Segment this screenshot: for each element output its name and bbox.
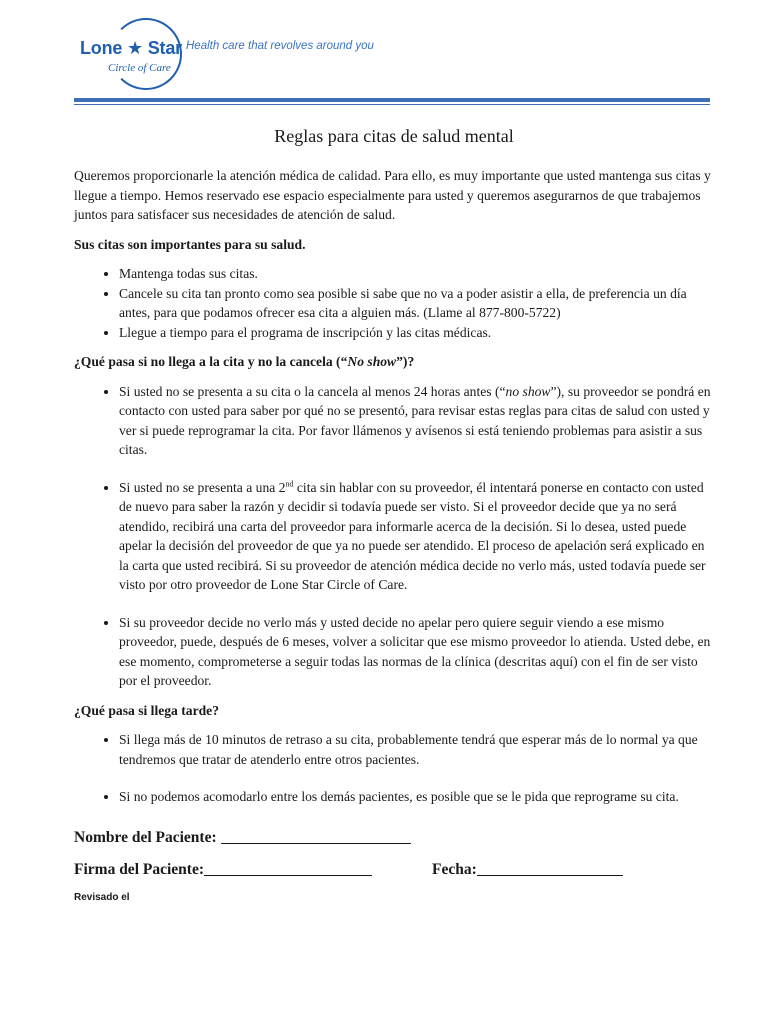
section-heading-late: ¿Qué pasa si llega tarde? — [74, 702, 219, 718]
importance-list — [74, 264, 714, 342]
revised-label: Revisado el — [74, 891, 130, 903]
section-heading-importance: Sus citas son importantes para su salud. — [74, 236, 306, 252]
list-item: • Mantenga todas sus citas. — [119, 264, 714, 284]
document-body — [74, 124, 714, 909]
heading-italic-text: No show — [347, 354, 397, 369]
signature-date-row — [74, 859, 714, 881]
no-show-list — [74, 382, 714, 691]
tagline: Health care that revolves around you — [186, 40, 374, 52]
logo-subtitle: Circle of Care — [108, 62, 171, 74]
lone-star-logo — [80, 18, 192, 90]
patient-signature-label: Firma del Paciente: — [74, 860, 204, 878]
patient-name-label: Nombre del Paciente: — [74, 828, 217, 846]
patient-signature-line[interactable] — [204, 859, 372, 876]
superscript: nd — [285, 478, 294, 488]
list-item: • Cancele su cita tan pronto como sea posible si sabe que no va a poder asistir a ella, de preferencia un día antes, para que podamos ofrecer esa cita a alguien más. (Llame al 877-800-5722) — [119, 284, 714, 323]
signature-block — [74, 827, 714, 909]
patient-name-line[interactable] — [221, 827, 411, 844]
patient-name-row — [74, 827, 714, 849]
text: cita sin hablar con su proveedor, él intentará ponerse en contacto con usted de nuevo para saber la razón y decidir si todavía puede ser visto. Si el proveedor decide que ya no será atendido, recibirá una carta del proveedor para informarle acerca de la decisión. Si lo desea, usted puede apelar la decisión del proveedor de que ya no puede ser atendido. El proceso de apelación será explicado en la carta que usted recibirá. Si su proveedor de atención médica decide no verlo más, usted todavía puede ser visto por otro proveedor de Lone Star Circle of Care. — [119, 479, 706, 592]
header-divider — [74, 98, 710, 102]
text: ”), su proveedor se pondrá en contacto con usted para saber por qué no se presentó, para revisar estas reglas para citas de salud con usted y ver si puede reprogramar la cita. Por favor llámenos y avísenos si está teniendo problemas para asistir a sus citas. — [119, 383, 711, 457]
heading-text: ¿Qué pasa si no llega a la cita y no la cancela (“ — [74, 354, 348, 369]
list-item: • Si no podemos acomodarlo entre los demás pacientes, es posible que se le pida que reprograme su cita. — [119, 787, 714, 807]
logo-name: Lone ★ Star — [80, 38, 182, 58]
date-line[interactable] — [477, 859, 623, 876]
heading-text: ”)? — [396, 354, 415, 369]
intro-paragraph: Queremos proporcionarle la atención médica de calidad. Para ello, es muy importante que usted mantenga sus citas y llegue a tiempo. Hemos reservado ese espacio especialmente para usted y queremos asegurarnos de que trabajemos juntos para satisfacer sus necesidades de atención de salud. — [74, 168, 711, 222]
italic-text: no show — [505, 383, 551, 399]
late-list — [74, 730, 714, 807]
date-label: Fecha: — [431, 860, 477, 878]
list-item: • Si llega más de 10 minutos de retraso a su cita, probablemente tendrá que esperar más de lo normal ya que tendremos que tratar de atenderlo entre otros pacientes. — [119, 730, 714, 769]
document-title: Reglas para citas de salud mental — [274, 126, 514, 146]
list-item: • Si su proveedor decide no verlo más y usted decide no apelar pero quiere seguir viendo a ese mismo proveedor, puede, después de 6 meses, volver a solicitar que ese mismo proveedor lo atienda. Usted debe, en ese momento, comprometerse a seguir todas las normas de la clínica (descritas aquí) con el fin de ser visto por el proveedor. — [119, 613, 714, 691]
text: Si usted no se presenta a su cita o la cancela al menos 24 horas antes (“ — [119, 383, 506, 399]
list-item — [119, 382, 714, 460]
text: Si usted no se presenta a una 2 — [119, 479, 286, 495]
list-item — [119, 478, 714, 595]
section-heading-no-show — [74, 352, 714, 372]
header-divider-thin — [74, 104, 710, 105]
list-item: • Llegue a tiempo para el programa de inscripción y las citas médicas. — [119, 323, 714, 343]
